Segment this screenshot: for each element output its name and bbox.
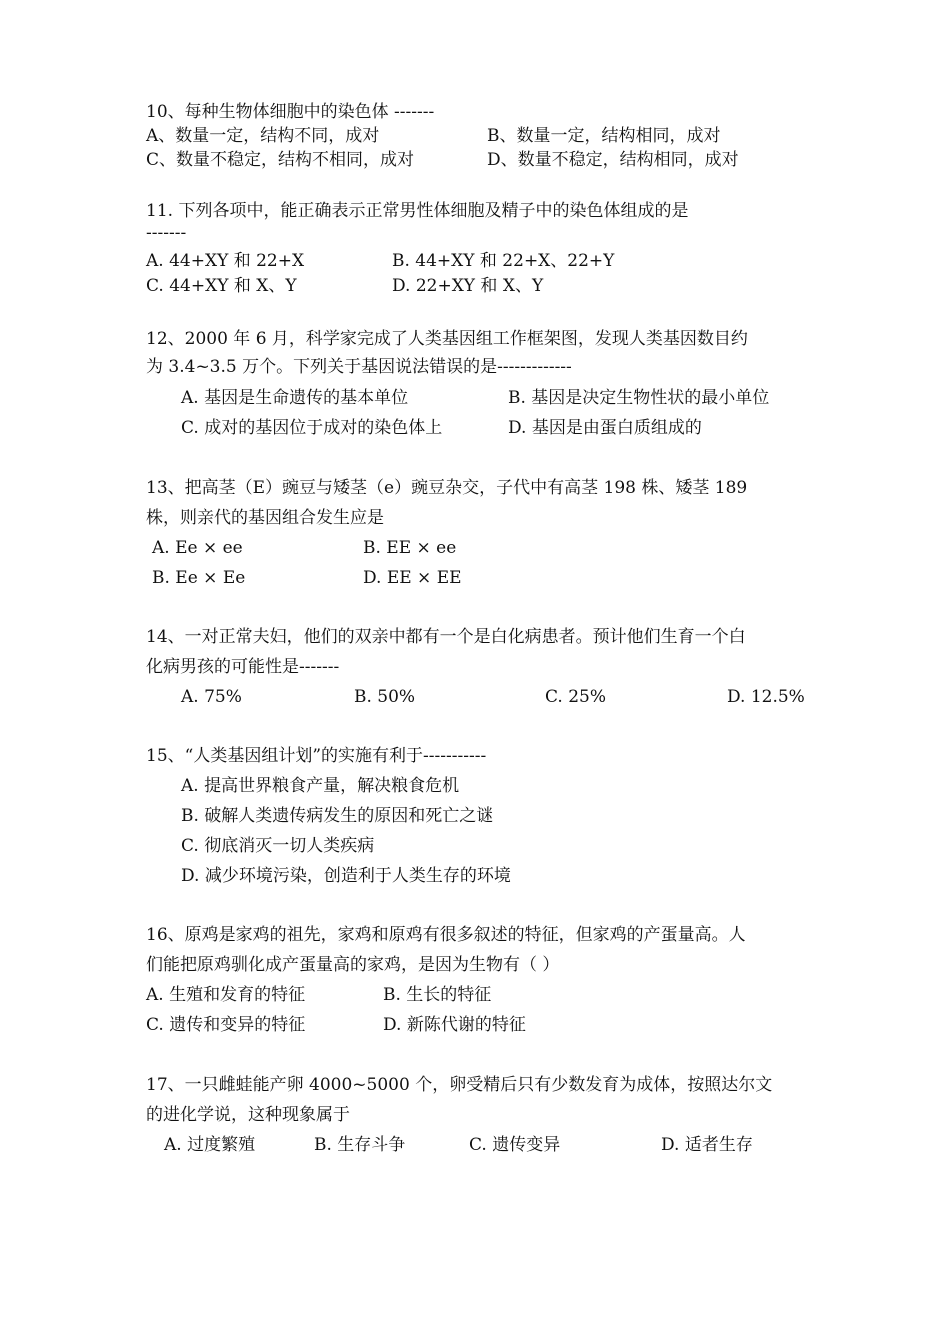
option-a: A. 生殖和发育的特征 [146, 985, 306, 1005]
option-d: D、数量不稳定，结构相同，成对 [487, 150, 739, 170]
option-b: B. 生存斗争 [314, 1135, 406, 1155]
option-c: C. 44+XY 和 X、Y [146, 276, 297, 296]
option-a: A、数量一定，结构不同，成对 [146, 126, 380, 146]
option-a: A. 过度繁殖 [164, 1135, 256, 1155]
option-b-second: B. Ee × Ee [152, 568, 246, 588]
question-stem: 16、原鸡是家鸡的祖先，家鸡和原鸡有很多叙述的特征，但家鸡的产蛋量高。人 [146, 925, 746, 945]
question-stem-continued: 们能把原鸡驯化成产蛋量高的家鸡，是因为生物有（ ） [146, 955, 560, 975]
question-stem: 10、每种生物体细胞中的染色体 ------- [146, 102, 435, 122]
option-c: C、数量不稳定，结构不相同，成对 [146, 150, 415, 170]
question-stem: 11. 下列各项中，能正确表示正常男性体细胞及精子中的染色体组成的是 [146, 201, 689, 221]
option-d: D. EE × EE [363, 568, 462, 588]
question-stem: 15、“人类基因组计划”的实施有利于----------- [146, 746, 487, 766]
option-c: C. 25% [545, 687, 606, 707]
option-b: B. 50% [354, 687, 416, 707]
option-d: D. 22+XY 和 X、Y [392, 276, 544, 296]
question-stem-continued: ------- [146, 223, 187, 243]
option-b: B. 生长的特征 [383, 985, 492, 1005]
question-stem-continued: 为 3.4~3.5 万个。下列关于基因说法错误的是------------- [146, 357, 572, 377]
question-stem-continued: 的进化学说，这种现象属于 [146, 1105, 350, 1125]
option-b: B. 44+XY 和 22+X、22+Y [392, 251, 615, 271]
option-c: C. 遗传变异 [469, 1135, 561, 1155]
option-d: D. 减少环境污染，创造利于人类生存的环境 [181, 866, 511, 886]
option-a: A. 提高世界粮食产量，解决粮食危机 [181, 776, 460, 796]
option-b: B. 破解人类遗传病发生的原因和死亡之谜 [181, 806, 494, 826]
question-stem: 13、把高茎（E）豌豆与矮茎（e）豌豆杂交，子代中有高茎 198 株、矮茎 189 [146, 478, 748, 498]
option-b: B. EE × ee [363, 538, 457, 558]
option-a: A. 44+XY 和 22+X [146, 251, 305, 271]
option-b: B. 基因是决定生物性状的最小单位 [508, 388, 770, 408]
option-d: D. 适者生存 [661, 1135, 753, 1155]
option-a: A. 75% [181, 687, 242, 707]
option-d: D. 基因是由蛋白质组成的 [508, 418, 702, 438]
option-c: C. 彻底消灭一切人类疾病 [181, 836, 375, 856]
option-c: C. 成对的基因位于成对的染色体上 [181, 418, 443, 438]
question-stem: 14、一对正常夫妇，他们的双亲中都有一个是白化病患者。预计他们生育一个白 [146, 627, 746, 647]
question-stem-continued: 株，则亲代的基因组合发生应是 [146, 508, 384, 528]
question-stem: 17、一只雌蛙能产卵 4000~5000 个，卵受精后只有少数发育为成体，按照达尔文 [146, 1075, 773, 1095]
option-d: D. 12.5% [727, 687, 805, 707]
question-stem: 12、2000 年 6 月，科学家完成了人类基因组工作框架图，发现人类基因数目约 [146, 329, 748, 349]
option-a: A. 基因是生命遗传的基本单位 [181, 388, 409, 408]
question-stem-continued: 化病男孩的可能性是------- [146, 657, 340, 677]
option-c: C. 遗传和变异的特征 [146, 1015, 306, 1035]
option-d: D. 新陈代谢的特征 [383, 1015, 526, 1035]
option-b: B、数量一定，结构相同，成对 [487, 126, 721, 146]
option-a: A. Ee × ee [152, 538, 243, 558]
